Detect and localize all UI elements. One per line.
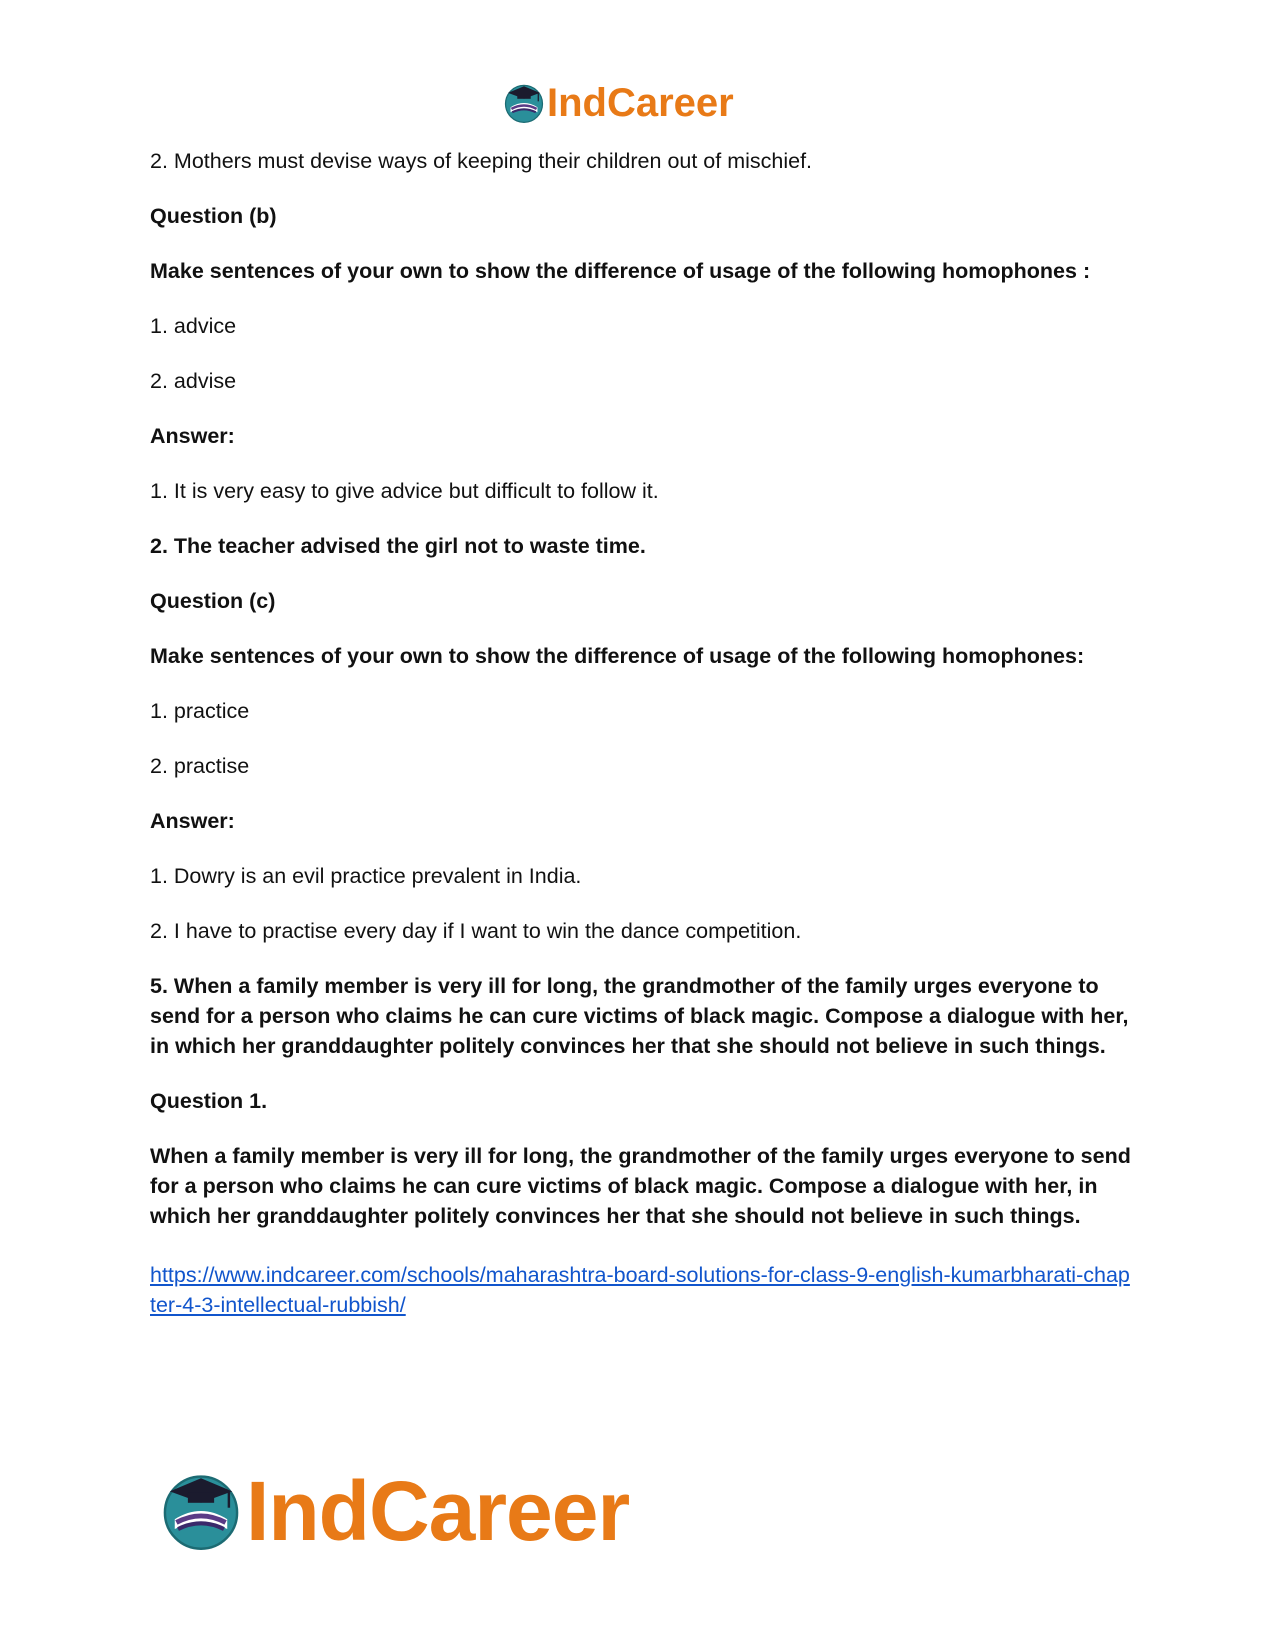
answer-text: 1. It is very easy to give advice but difficult to follow it. bbox=[150, 479, 659, 503]
logo-wordmark: IndCareer bbox=[547, 81, 734, 125]
answer-text: 1. Dowry is an evil practice prevalent in India. bbox=[150, 864, 582, 888]
document-body bbox=[150, 146, 1140, 1320]
list-item: 2. advise bbox=[150, 369, 237, 393]
answer-text: 2. I have to practise every day if I want to win the dance competition. bbox=[150, 919, 802, 943]
question-heading: Question (c) bbox=[150, 589, 276, 613]
graduation-globe-icon bbox=[160, 1470, 242, 1552]
graduation-globe-icon bbox=[503, 82, 545, 124]
list-item: 2. practise bbox=[150, 754, 250, 778]
answer-label: Answer: bbox=[150, 809, 235, 833]
list-item: 1. practice bbox=[150, 699, 250, 723]
question-prompt: Make sentences of your own to show the difference of usage of the following homophones: bbox=[150, 644, 1085, 668]
question-heading: Question 1. bbox=[150, 1089, 268, 1113]
section-heading: 5. When a family member is very ill for long, the grandmother of the family urges everyone to send for a person who claims he can cure victims of black magic. Compose a dialogue with her, in which her granddaughter politely convinces her that she should not believe in such things. bbox=[150, 974, 1129, 1058]
question-heading: Question (b) bbox=[150, 204, 277, 228]
question-prompt: Make sentences of your own to show the difference of usage of the following homophones : bbox=[150, 259, 1091, 283]
logo-wordmark: IndCareer bbox=[246, 1464, 630, 1558]
list-item: 1. advice bbox=[150, 314, 237, 338]
header-logo[interactable] bbox=[503, 80, 734, 126]
answer-label: Answer: bbox=[150, 424, 235, 448]
source-link[interactable]: https://www.indcareer.com/schools/maharashtra-board-solutions-for-class-9-english-kumarbharati-chapter-4-3-intellectual-rubbish/ bbox=[150, 1263, 1130, 1317]
body-text: 2. Mothers must devise ways of keeping their children out of mischief. bbox=[150, 149, 813, 173]
answer-text: 2. The teacher advised the girl not to waste time. bbox=[150, 534, 646, 558]
question-prompt: When a family member is very ill for long, the grandmother of the family urges everyone to send for a person who claims he can cure victims of black magic. Compose a dialogue with her, in which her granddaughter politely convinces her that she should not believe in such things. bbox=[150, 1144, 1131, 1228]
footer-logo[interactable] bbox=[160, 1466, 629, 1556]
